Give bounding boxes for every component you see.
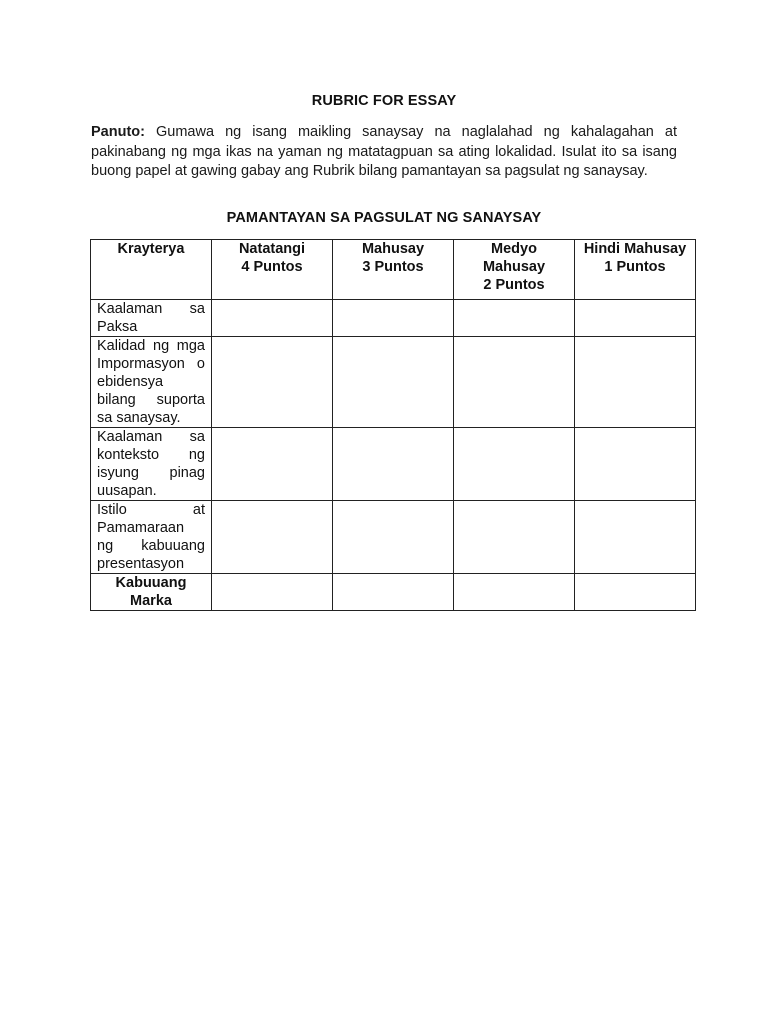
- score-cell: [212, 574, 333, 611]
- criterion-line: Istilo at: [97, 502, 205, 518]
- table-row: [91, 337, 696, 428]
- table-title: PAMANTAYAN SA PAGSULAT NG SANAYSAY: [226, 210, 542, 226]
- criterion-line: isyung pinag: [97, 465, 205, 481]
- criterion-line: ebidensya: [97, 374, 164, 390]
- score-cell: [575, 428, 696, 501]
- instructions-text: Gumawa ng isang maikling sanaysay na naglalahad ng kahalagahan at pakinabang ng mga ikas na yaman ng matatagpuan sa ating lokalidad. Isulat ito sa isang buong papel at gawing gabay ang Rubrik bilang pamantayan sa pagsulat ng sanaysay.: [91, 124, 677, 179]
- criterion-line: uusapan.: [97, 483, 157, 499]
- header-line: Medyo: [491, 241, 537, 257]
- criterion-line: Pamamaraan: [97, 520, 185, 536]
- header-line: 3 Puntos: [362, 259, 424, 275]
- total-label-cell: [91, 574, 212, 611]
- table-row: [91, 501, 696, 574]
- score-cell: [575, 337, 696, 428]
- criterion-line: Impormasyon o: [97, 356, 205, 372]
- criterion-line: sa sanaysay.: [97, 410, 181, 426]
- instructions-paragraph: [91, 123, 677, 182]
- score-cell: [333, 300, 454, 337]
- instructions-label: Panuto:: [91, 124, 145, 140]
- table-row: [91, 428, 696, 501]
- table-row: [91, 300, 696, 337]
- document-title: RUBRIC FOR ESSAY: [311, 93, 457, 109]
- score-cell: [454, 574, 575, 611]
- header-line: 4 Puntos: [241, 259, 303, 275]
- score-cell: [333, 337, 454, 428]
- score-cell: [333, 501, 454, 574]
- criterion-line: konteksto ng: [97, 447, 205, 463]
- header-line: 1 Puntos: [604, 259, 666, 275]
- header-medyo-mahusay: [454, 240, 575, 300]
- header-line: Krayterya: [117, 241, 185, 257]
- header-line: Natatangi: [238, 241, 306, 257]
- score-cell: [212, 501, 333, 574]
- criterion-cell: [91, 337, 212, 428]
- score-cell: [575, 300, 696, 337]
- header-mahusay: [333, 240, 454, 300]
- header-natatangi: [212, 240, 333, 300]
- score-cell: [333, 574, 454, 611]
- score-cell: [212, 300, 333, 337]
- table-header-row: [91, 240, 696, 300]
- criterion-line: ng kabuuang: [97, 538, 205, 554]
- criterion-cell: [91, 300, 212, 337]
- criterion-cell: [91, 501, 212, 574]
- score-cell: [212, 337, 333, 428]
- criterion-line: presentasyon: [97, 556, 185, 572]
- criterion-cell: [91, 428, 212, 501]
- header-line: Mahusay: [361, 241, 425, 257]
- total-label-line: Kabuuang: [115, 575, 187, 591]
- header-hindi-mahusay: [575, 240, 696, 300]
- criterion-line: bilang suporta: [97, 392, 205, 408]
- score-cell: [212, 428, 333, 501]
- header-line: 2 Puntos: [483, 277, 545, 293]
- total-row: [91, 574, 696, 611]
- score-cell: [575, 574, 696, 611]
- score-cell: [454, 501, 575, 574]
- criterion-line: Kalidad ng mga: [97, 338, 205, 354]
- criterion-line: Kaalaman sa: [97, 429, 205, 445]
- score-cell: [333, 428, 454, 501]
- header-line: Hindi Mahusay: [583, 241, 687, 257]
- rubric-table: [90, 239, 696, 611]
- score-cell: [454, 428, 575, 501]
- score-cell: [575, 501, 696, 574]
- header-krayterya: [91, 240, 212, 300]
- score-cell: [454, 337, 575, 428]
- score-cell: [454, 300, 575, 337]
- header-line: Mahusay: [482, 259, 546, 275]
- criterion-line: Kaalaman sa: [97, 301, 205, 317]
- total-label-line: Marka: [130, 593, 172, 609]
- criterion-line: Paksa: [97, 319, 138, 335]
